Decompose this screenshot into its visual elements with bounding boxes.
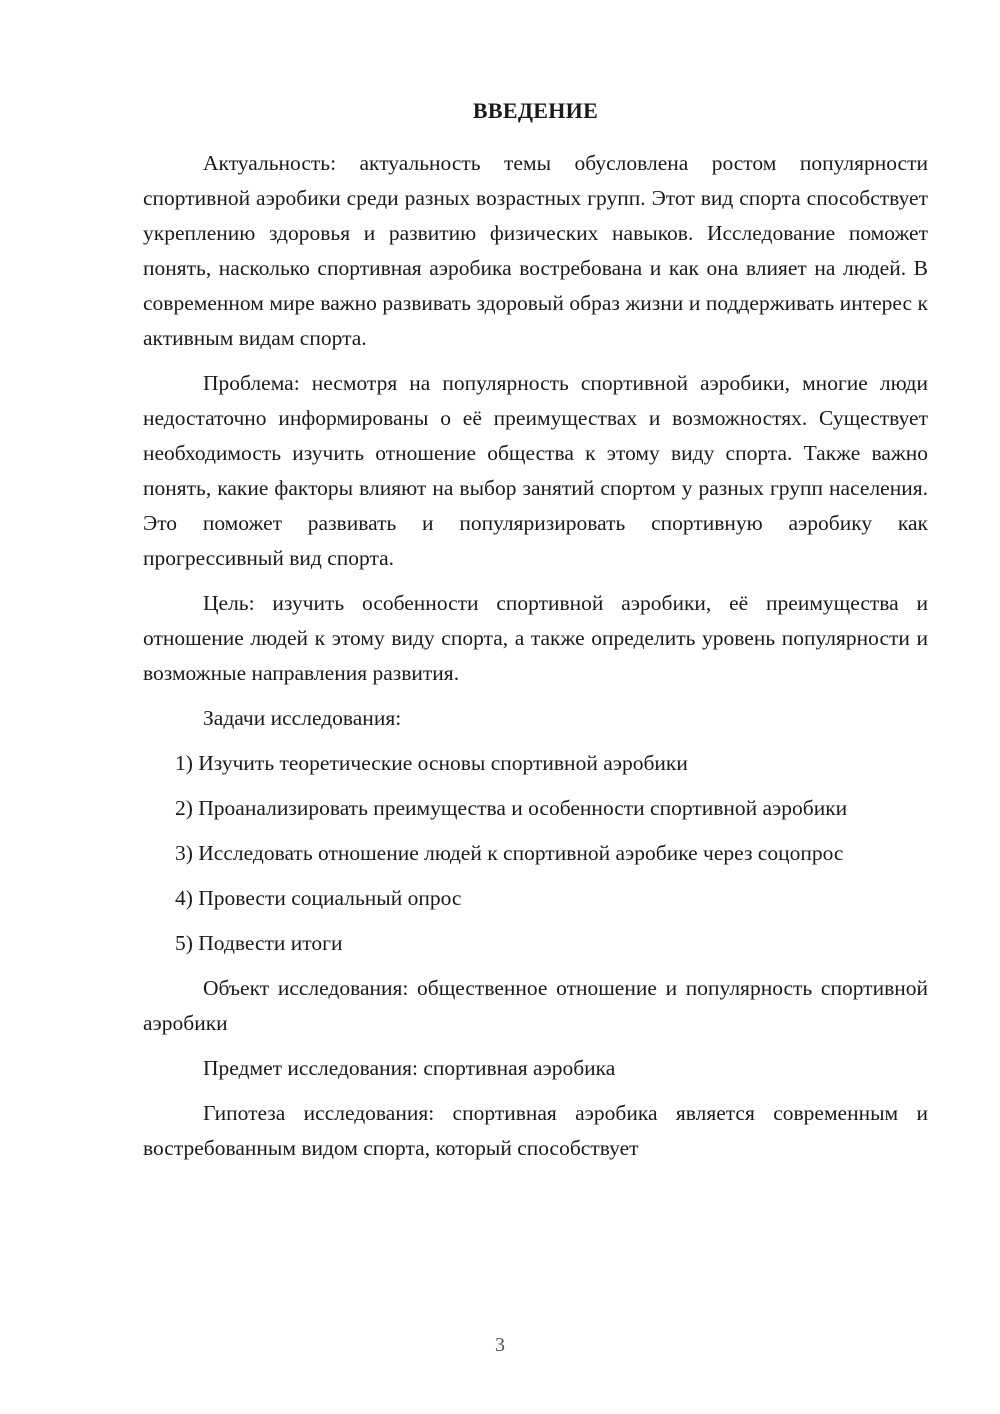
task-item-2: 2) Проанализировать преимущества и особенности спортивной аэробики [175, 796, 848, 820]
task-item-3: 3) Исследовать отношение людей к спортивной аэробике через соцопрос [175, 841, 844, 865]
page-number: 3 [495, 1334, 505, 1356]
task-item-5: 5) Подвести итоги [175, 931, 343, 955]
problem-paragraph: Проблема: несмотря на популярность спортивной аэробики, многие люди недостаточно информированы о её преимуществах и возможностях. Существует необходимость изучить отношение общества к этому виду спорта. Также важно понять, какие факторы влияют на выбор занятий спортом у разных групп населения. Это поможет развивать и популяризировать спортивную аэробику как прогрессивный вид спорта. [143, 371, 928, 570]
task-item-4: 4) Провести социальный опрос [175, 886, 462, 910]
hypothesis-paragraph: Гипотеза исследования: спортивная аэробика является современным и востребованным видом спорта, который способствует [143, 1101, 928, 1160]
section-heading: ВВЕДЕНИЕ [472, 98, 599, 123]
object-paragraph: Объект исследования: общественное отношение и популярность спортивной аэробики [143, 976, 928, 1035]
relevance-paragraph: Актуальность: актуальность темы обусловлена ростом популярности спортивной аэробики среди разных возрастных групп. Этот вид спорта способствует укреплению здоровья и развитию физических навыков. Исследование поможет понять, насколько спортивная аэробика востребована и как она влияет на людей. В современном мире важно развивать здоровый образ жизни и поддерживать интерес к активным видам спорта. [143, 151, 928, 350]
goal-paragraph: Цель: изучить особенности спортивной аэробики, её преимущества и отношение людей к этому виду спорта, а также определить уровень популярности и возможные направления развития. [143, 591, 928, 685]
task-item-1: 1) Изучить теоретические основы спортивной аэробики [175, 751, 688, 775]
subject-paragraph: Предмет исследования: спортивная аэробика [203, 1056, 616, 1080]
tasks-heading: Задачи исследования: [203, 706, 402, 730]
document-page [143, 96, 928, 1176]
